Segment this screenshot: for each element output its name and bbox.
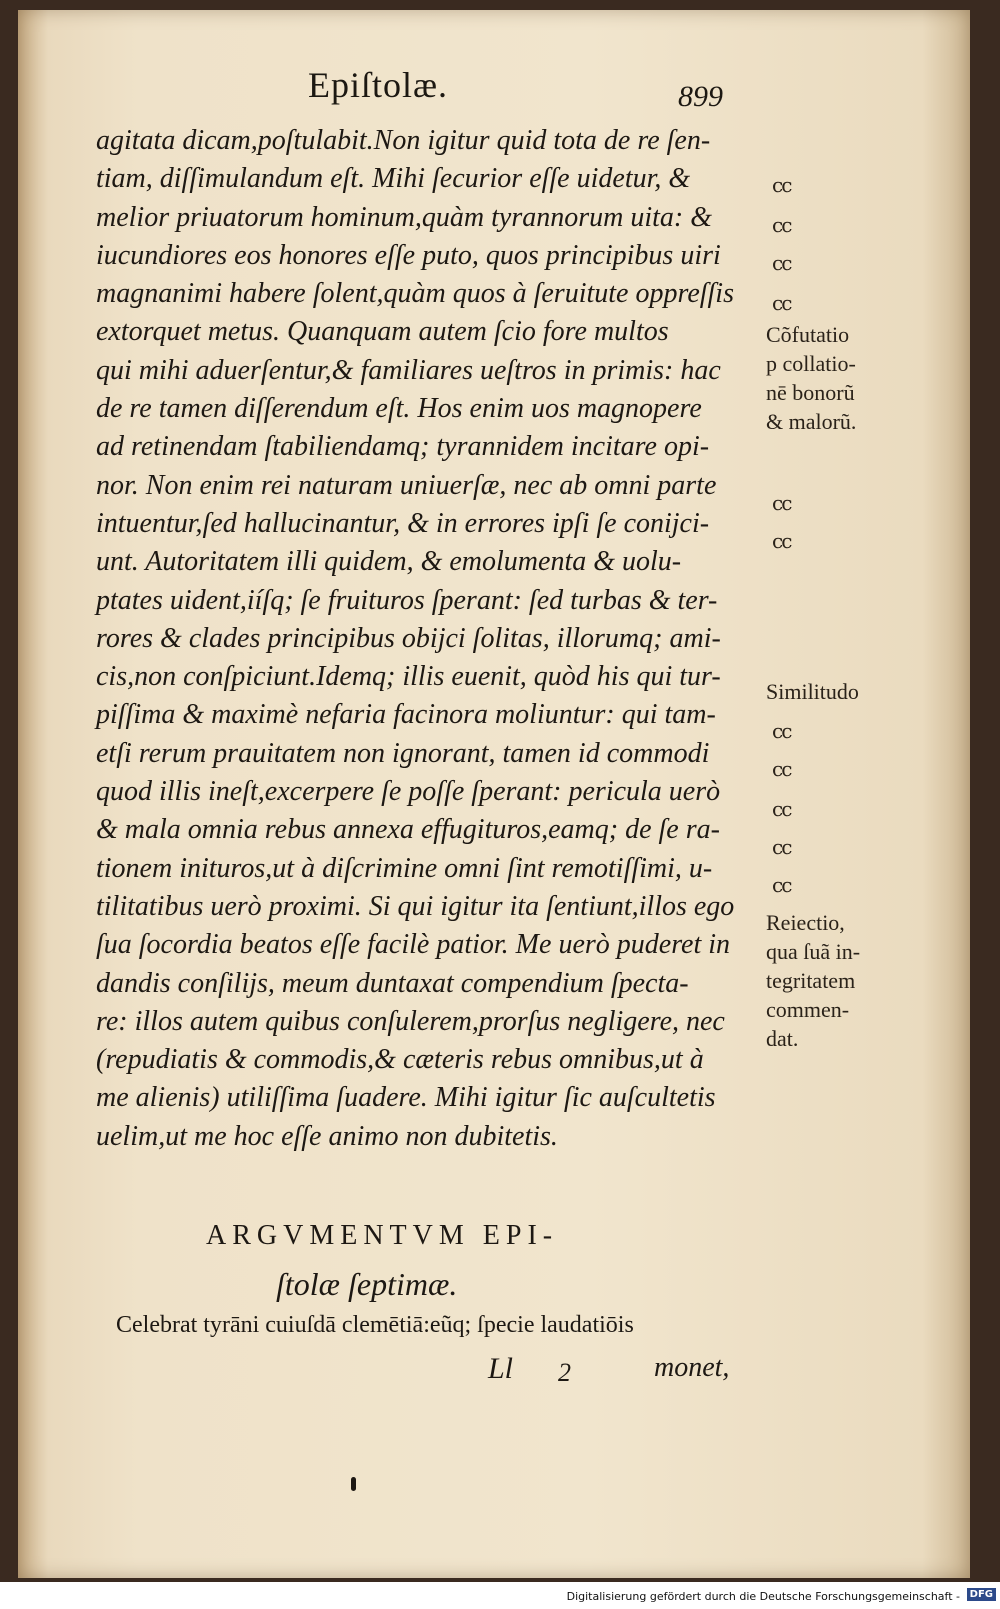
dfg-logo: DFG [967, 1588, 996, 1601]
ink-dot [351, 1477, 356, 1491]
quote-mark: cc [772, 291, 791, 315]
text-line: tilitatibus uerò proximi. Si qui igitur ita ſentiunt,illos ego [96, 890, 735, 922]
quote-mark: cc [772, 757, 791, 781]
main-text [96, 122, 756, 1156]
quote-mark: cc [772, 529, 791, 553]
margin-note-line: Similitudo [766, 679, 859, 704]
text-line: me alienis) utiliſſima ſuadere. Mihi igitur ſic auſcultetis [96, 1082, 716, 1114]
quote-mark: cc [772, 873, 791, 897]
argument-heading: ARGVMENTVM EPI- [206, 1220, 559, 1251]
text-line: extorquet metus. Quanquam autem ſcio fore multos [96, 316, 669, 348]
quote-mark: cc [772, 835, 791, 859]
digitization-credit: Digitalisierung gefördert durch die Deutsche Forschungsgemeinschaft - [566, 1590, 960, 1603]
margin-note-line: commen- [766, 997, 850, 1022]
argument-heading-line2: ſtolæ ſeptimæ. [276, 1266, 458, 1302]
text-line: iucundiores eos honores eſſe puto, quos principibus uiri [96, 239, 721, 271]
text-line: piſſima & maximè nefaria facinora moliuntur: qui tam- [96, 699, 716, 731]
text-line: uelim,ut me hoc eſſe animo non dubitetis. [96, 1120, 558, 1152]
text-line: ptates uident,iíſq; ſe fruituros ſperant: ſed turbas & ter- [96, 584, 718, 616]
text-line: cis,non conſpiciunt.Idemq; illis euenit, quòd his qui tur- [96, 661, 721, 693]
argument-text: Celebrat tyrāni cuiuſdā clemētiā:eũq; ſpecie laudatiōis [116, 1312, 634, 1338]
margin-note-line: p collatio- [766, 351, 856, 376]
text-line: de re tamen diſſerendum eſt. Hos enim uos magnopere [96, 393, 702, 425]
text-line: melior priuatorum hominum,quàm tyrannorum uita: & [96, 201, 712, 233]
text-line: dandis conſilijs, meum duntaxat compendium ſpecta- [96, 967, 689, 999]
margin-note-line: tegritatem [766, 968, 856, 993]
text-line: magnanimi habere ſolent,quàm quos à ſeruitute oppreſſis [96, 278, 734, 310]
book-page [18, 10, 970, 1578]
page-number: 899 [678, 80, 723, 113]
margin-note-line: qua ſuã in- [766, 939, 861, 964]
catchword: monet, [654, 1352, 730, 1383]
margin-note-line: Cõfutatio [766, 322, 850, 347]
quote-mark: cc [772, 797, 791, 821]
text-line: rores & clades principibus obijci ſolitas, illorumq; ami- [96, 622, 721, 654]
margin-note-line: dat. [766, 1026, 799, 1051]
text-line: intuentur,ſed hallucinantur, & in errores ipſi ſe conijci- [96, 507, 710, 539]
quote-mark: cc [772, 491, 791, 515]
margin-note-reiectio [766, 908, 906, 1053]
text-line: tionem inituros,ut à diſcrimine omni ſint remotiſſimi, u- [96, 852, 713, 884]
text-line: unt. Autoritatem illi quidem, & emolumenta & uolu- [96, 546, 682, 578]
signature-mark: Ll [488, 1352, 514, 1385]
margin-note-line: & malorũ. [766, 409, 857, 434]
text-line: ad retinendam ſtabiliendamq; tyrannidem incitare opi- [96, 431, 710, 463]
quote-mark: cc [772, 719, 791, 743]
signature-number: 2 [558, 1358, 571, 1387]
text-line: & mala omnia rebus annexa effugituros,eamq; de ſe ra- [96, 814, 720, 846]
quote-mark: cc [772, 213, 791, 237]
text-line: ſua ſocordia beatos eſſe facilè patior. Me uerò puderet in [96, 929, 731, 961]
text-line: agitata dicam,poſtulabit.Non igitur quid tota de re ſen- [96, 125, 711, 156]
margin-note-confutatio [766, 320, 906, 436]
running-head: Epiſtolæ. [308, 65, 449, 105]
text-line: nor. Non enim rei naturam uniuerſæ, nec ab omni parte [96, 469, 717, 501]
text-line: quod illis ineſt,excerpere ſe poſſe ſperant: pericula uerò [96, 776, 721, 808]
quote-mark: cc [772, 173, 791, 197]
text-line: (repudiatis & commodis,& cæteris rebus omnibus,ut à [96, 1044, 704, 1076]
margin-note-line: nē bonorũ [766, 380, 855, 405]
text-line: re: illos autem quibus conſulerem,prorſus negligere, nec [96, 1005, 725, 1037]
text-line: tiam, diſſimulandum eſt. Mihi ſecurior eſſe uidetur, & [96, 163, 691, 195]
margin-note-similitudo [766, 677, 906, 706]
quote-mark: cc [772, 251, 791, 275]
text-line: qui mihi aduerſentur,& familiares ueſtros in primis: hac [96, 354, 721, 386]
margin-note-line: Reiectio, [766, 910, 845, 935]
text-line: etſi rerum prauitatem non ignorant, tamen id commodi [96, 737, 710, 769]
